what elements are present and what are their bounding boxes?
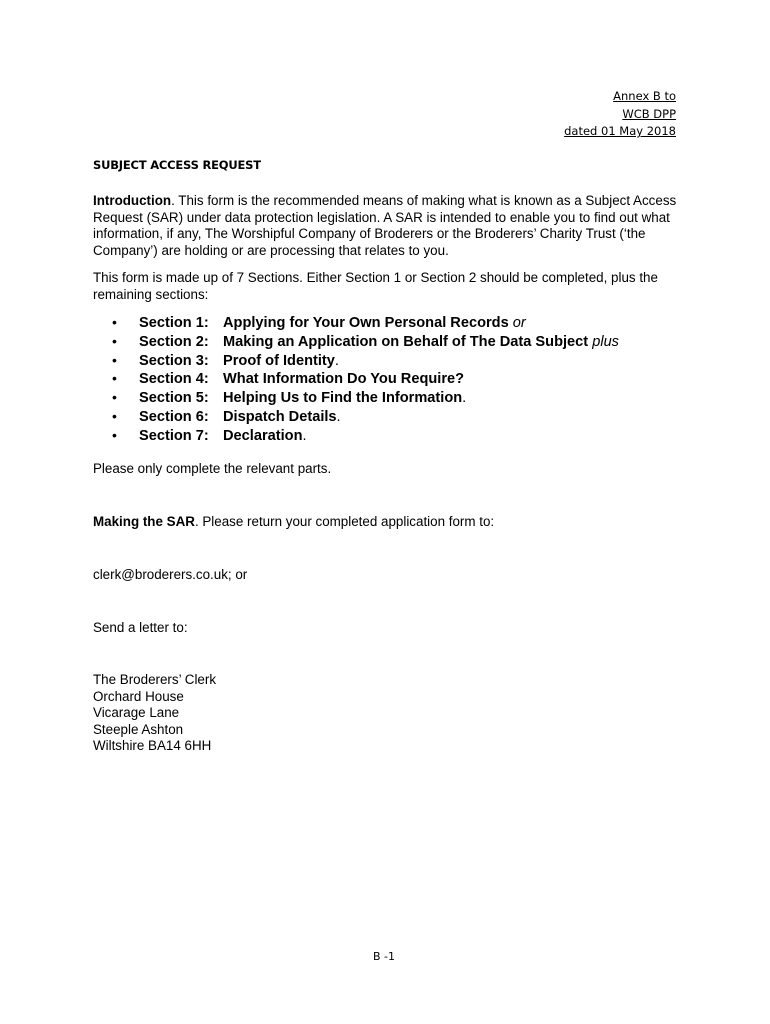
address-line: Steeple Ashton bbox=[93, 721, 184, 737]
section-suffix: or bbox=[508, 315, 526, 331]
annex-reference bbox=[564, 88, 676, 141]
bullet-icon: • bbox=[112, 332, 117, 349]
address-line: The Broderers’ Clerk bbox=[93, 672, 217, 687]
list-item bbox=[112, 333, 619, 352]
bullet-icon: • bbox=[112, 314, 117, 330]
address-line: Vicarage Lane bbox=[93, 705, 180, 720]
making-sar-paragraph bbox=[93, 514, 683, 531]
making-sar-text: . Please return your completed application form to: bbox=[194, 514, 495, 529]
contact-email: clerk@broderers.co.uk; or bbox=[93, 567, 248, 582]
list-item bbox=[112, 389, 619, 408]
section-suffix: plus bbox=[588, 333, 619, 350]
introduction-paragraph bbox=[93, 193, 683, 259]
document-reference: WCB DPP bbox=[622, 106, 676, 121]
address-line: Orchard House bbox=[93, 688, 184, 704]
sections-intro-paragraph: This form is made up of 7 Sections. Either Section 1 or Section 2 should be completed, plus the remaining sections: bbox=[93, 270, 658, 302]
section-number: Section 4: bbox=[139, 371, 209, 388]
bullet-icon: • bbox=[112, 389, 117, 406]
list-item bbox=[112, 314, 619, 333]
making-sar-lead: Making the SAR bbox=[93, 514, 195, 529]
list-item bbox=[112, 352, 619, 371]
section-suffix: . bbox=[302, 427, 307, 444]
bullet-icon: • bbox=[112, 426, 117, 443]
bullet-icon: • bbox=[112, 407, 117, 424]
section-title: Making an Application on Behalf of The Data Subject bbox=[223, 333, 589, 350]
list-item bbox=[112, 427, 619, 446]
section-number: Section 3: bbox=[139, 352, 209, 369]
section-title: Declaration bbox=[223, 427, 303, 444]
page-title: SUBJECT ACCESS REQUEST bbox=[93, 158, 261, 172]
sections-list bbox=[112, 314, 619, 446]
page-number: B -1 bbox=[373, 950, 396, 963]
bullet-icon: • bbox=[112, 351, 117, 368]
section-title: Proof of Identity bbox=[223, 352, 335, 369]
section-number: Section 5: bbox=[139, 390, 209, 407]
address-line: Wiltshire BA14 6HH bbox=[93, 738, 212, 753]
bullet-icon: • bbox=[112, 370, 117, 387]
section-title: Dispatch Details bbox=[223, 408, 337, 425]
section-suffix: . bbox=[336, 408, 341, 425]
section-number: Section 2: bbox=[139, 333, 209, 350]
section-title: Helping Us to Find the Information bbox=[223, 390, 463, 407]
section-number: Section 1: bbox=[139, 315, 209, 331]
section-number: Section 7: bbox=[139, 427, 209, 444]
section-suffix: . bbox=[462, 390, 467, 407]
instruction-text: Please only complete the relevant parts. bbox=[93, 461, 332, 476]
postal-address bbox=[93, 672, 216, 755]
introduction-text: . This form is the recommended means of making what is known as a Subject Access Request (SAR) under data protection legislation. A SAR is intended to enable you to find out what information, if any, The Worshipful Company of Broderers or the Broderers’ Charity Trust (‘the Company’) are holding or are processing that relates to you. bbox=[93, 193, 677, 258]
list-item bbox=[112, 408, 619, 427]
document-date: dated 01 May 2018 bbox=[564, 124, 676, 138]
section-title: Applying for Your Own Personal Records bbox=[223, 315, 509, 331]
section-suffix: . bbox=[334, 352, 339, 369]
send-letter-text: Send a letter to: bbox=[93, 620, 188, 635]
section-title: What Information Do You Require? bbox=[223, 371, 465, 388]
annex-line: Annex B to bbox=[613, 89, 676, 103]
section-number: Section 6: bbox=[139, 408, 209, 425]
list-item bbox=[112, 370, 619, 389]
introduction-lead: Introduction bbox=[93, 193, 172, 208]
